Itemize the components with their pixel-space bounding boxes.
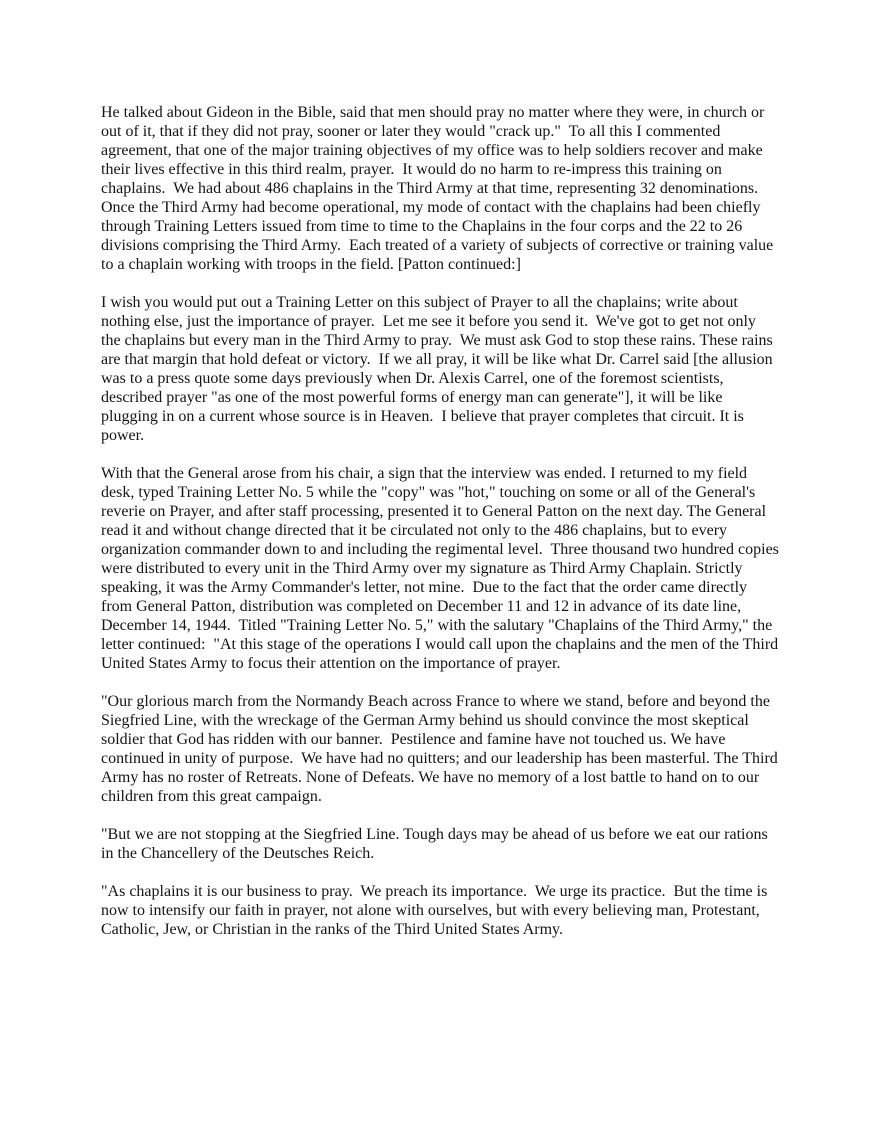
paragraph-letter-glorious-march: "Our glorious march from the Normandy Beach across France to where we stand, before and beyond the Siegfried Line, with the wreckage of the German Army behind us should convince the most skeptical soldier that God has ridden with our banner. Pestilence and famine have not touched us. We have continued in unity of purpose. We have had no quitters; and our leadership has been masterful. The Third Army has no roster of Retreats. None of Defeats. We have no memory of a lost battle to hand on to our children from this great campaign.	[101, 693, 781, 805]
paragraph-patton-quote-training-letter: I wish you would put out a Training Letter on this subject of Prayer to all the chaplains; write about nothing else, just the importance of prayer. Let me see it before you send it. We've got to get not only the chaplains but every man in the Third Army to pray. We must ask God to stop these rains. These rains are that margin that hold defeat or victory. If we all pray, it will be like what Dr. Carrel said [the allusion was to a press quote some days previously when Dr. Alexis Carrel, one of the foremost scientists, described prayer "as one of the most powerful forms of energy man can generate"], it will be like plugging in on a current whose source is in Heaven. I believe that prayer completes that circuit. It is power.	[101, 294, 777, 444]
paragraph-training-letter-no5-distribution: With that the General arose from his chair, a sign that the interview was ended. I returned to my field desk, typed Training Letter No. 5 while the "copy" was "hot," touching on some or all of the General's reverie on Prayer, and after staff processing, presented it to General Patton on the next day. The General read it and without change directed that it be circulated not only to the 486 chaplains, but to every organization commander down to and including the regimental level. Three thousand two hundred copies were distributed to every unit in the Third Army over my signature as Third Army Chaplain. Strictly speaking, it was the Army Commander's letter, not mine. Due to the fact that the order came directly from General Patton, distribution was completed on December 11 and 12 in advance of its date line, December 14, 1944. Titled "Training Letter No. 5," with the salutary "Chaplains of the Third Army," the letter continued: "At this stage of the operations I would call upon the chaplains and the men of the Third United States Army to focus their attention on the importance of prayer.	[101, 465, 783, 672]
paragraph-intro-gideon: He talked about Gideon in the Bible, said that men should pray no matter where they were, in church or out of it, that if they did not pray, sooner or later they would "crack up." To all this I commented agreement, that one of the major training objectives of my office was to help soldiers recover and make their lives effective in this third realm, prayer. It would do no harm to re-impress this training on chaplains. We had about 486 chaplains in the Third Army at that time, representing 32 denominations. Once the Third Army had become operational, my mode of contact with the chaplains had been chiefly through Training Letters issued from time to time to the Chaplains in the four corps and the 22 to 26 divisions comprising the Third Army. Each treated of a variety of subjects of corrective or training value to a chaplain working with troops in the field. [Patton continued:]	[101, 104, 778, 273]
paragraph-letter-siegfried-line: "But we are not stopping at the Siegfried Line. Tough days may be ahead of us before we eat our rations in the Chancellery of the Deutsches Reich.	[101, 826, 772, 862]
paragraph-letter-chaplains-business: "As chaplains it is our business to pray. We preach its importance. We urge its practice. But the time is now to intensify our faith in prayer, not alone with ourselves, but with every believing man, Protestant, Catholic, Jew, or Christian in the ranks of the Third United States Army.	[101, 883, 772, 938]
document-text-block	[101, 103, 783, 939]
